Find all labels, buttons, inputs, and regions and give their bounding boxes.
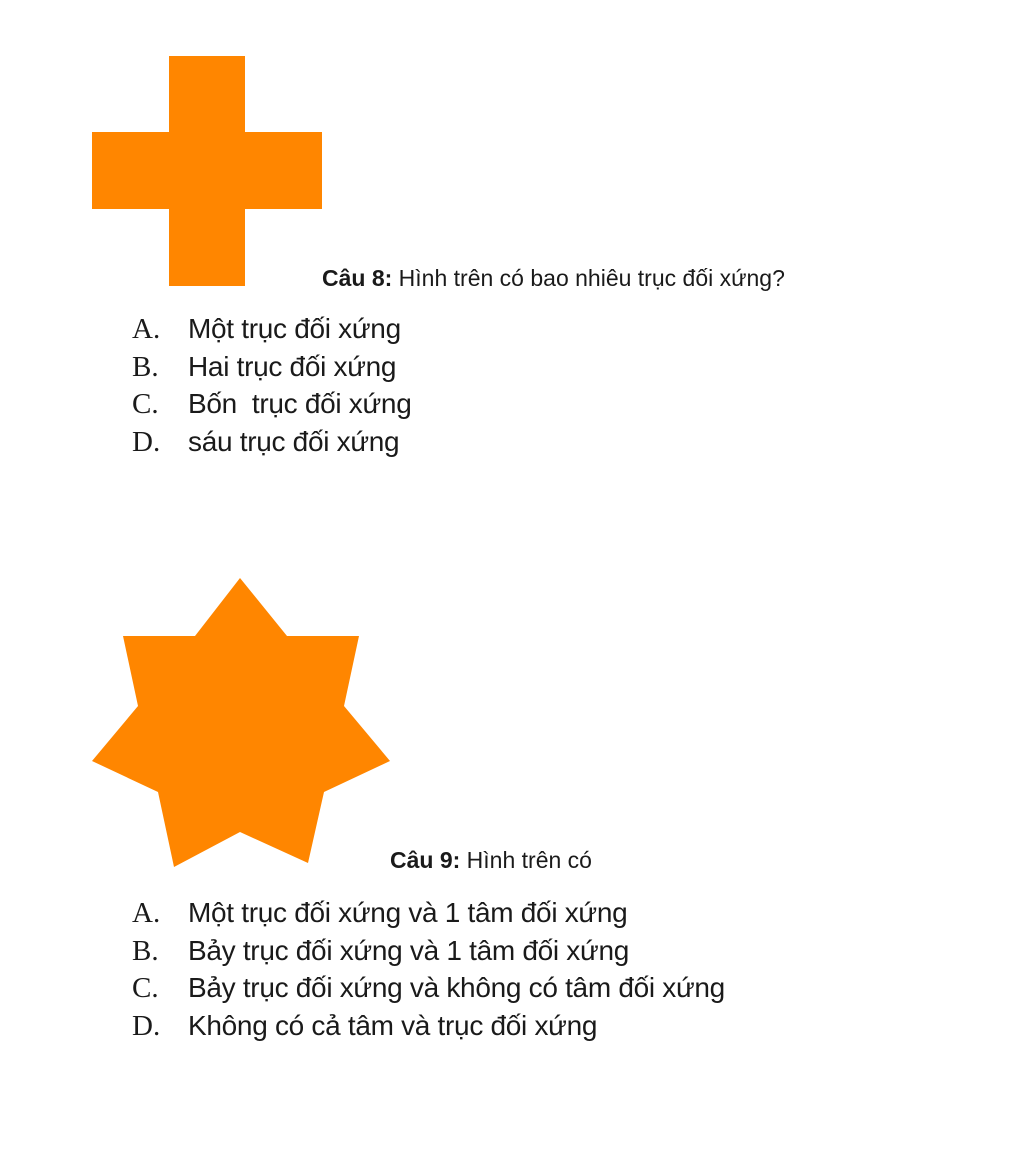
question-8-option-a[interactable] — [132, 310, 411, 348]
option-text: Hai trục đối xứng — [188, 350, 397, 382]
option-letter: C. — [132, 972, 159, 1004]
option-text: Không có cả tâm và trục đối xứng — [188, 1009, 598, 1041]
question-9-option-a[interactable] — [132, 894, 725, 932]
option-text: Bảy trục đối xứng và 1 tâm đối xứng — [188, 934, 629, 966]
question-8-number: Câu 8: — [322, 265, 393, 291]
question-9-number: Câu 9: — [390, 847, 461, 873]
option-letter: B. — [132, 350, 159, 383]
question-8 — [322, 263, 785, 293]
question-9-option-d[interactable] — [132, 1007, 725, 1045]
option-text: sáu trục đối xứng — [188, 425, 400, 457]
seven-point-star-shape — [92, 578, 390, 867]
option-letter: C. — [132, 388, 159, 420]
option-text: Một trục đối xứng — [188, 313, 401, 344]
orange-star-figure — [92, 576, 392, 871]
option-text: Một trục đối xứng và 1 tâm đối xứng — [188, 897, 628, 928]
option-text: Bốn trục đối xứng — [188, 388, 412, 419]
question-8-option-b[interactable] — [132, 348, 411, 386]
question-8-option-d[interactable] — [132, 423, 411, 461]
option-letter: A. — [132, 313, 161, 345]
question-9-option-b[interactable] — [132, 932, 725, 970]
option-letter: A. — [132, 897, 161, 929]
option-text: Bảy trục đối xứng và không có tâm đối xứng — [188, 972, 725, 1003]
question-9-prompt: Hình trên có — [460, 847, 592, 873]
option-letter: B. — [132, 934, 159, 967]
option-letter: D. — [132, 425, 161, 458]
question-8-option-c[interactable] — [132, 385, 411, 423]
question-8-prompt: Hình trên có bao nhiêu trục đối xứng? — [392, 265, 785, 291]
question-8-options — [132, 310, 411, 460]
question-9-option-c[interactable] — [132, 969, 725, 1007]
option-letter: D. — [132, 1009, 161, 1042]
question-9 — [390, 845, 592, 875]
question-9-options — [132, 894, 725, 1044]
cross-shape — [92, 56, 322, 286]
orange-cross-figure — [92, 56, 322, 286]
